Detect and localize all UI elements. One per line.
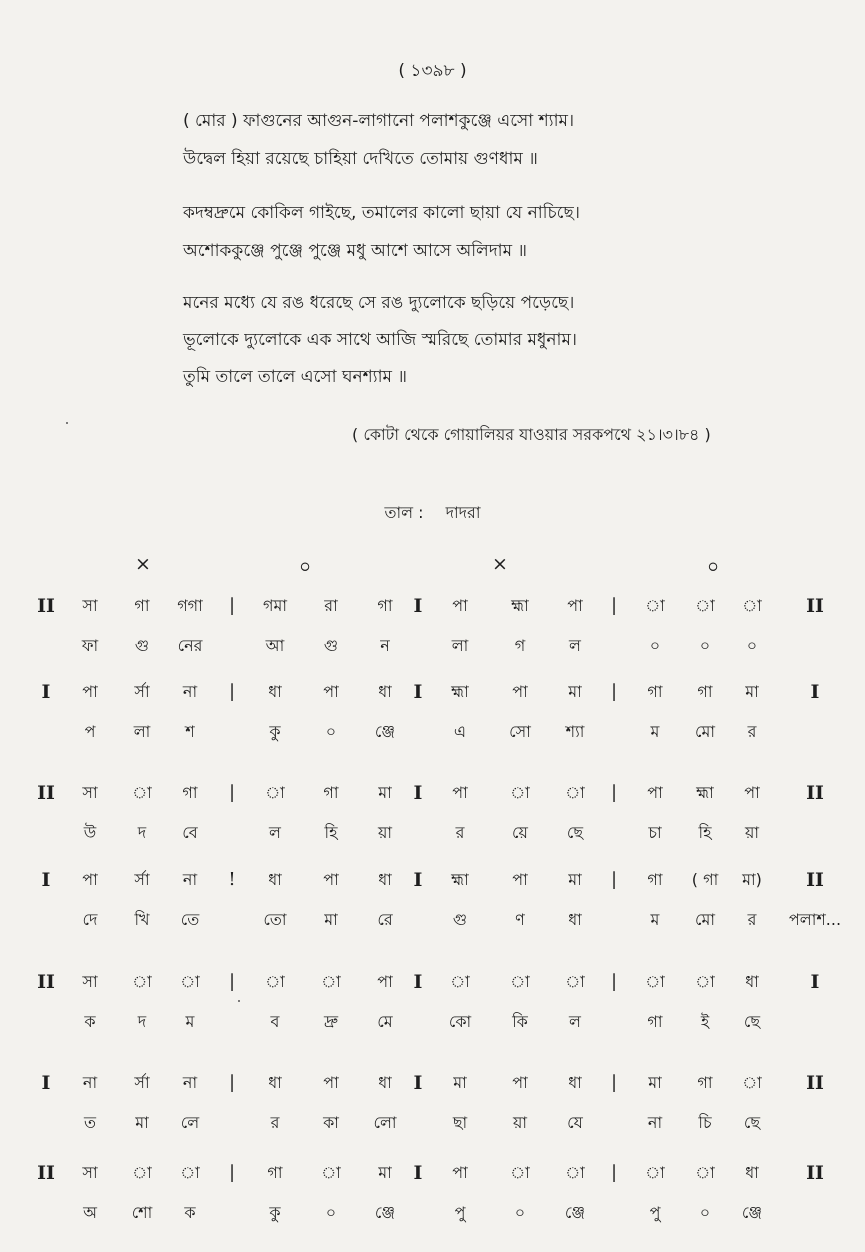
- lyric-syllable: কো: [448, 1012, 472, 1031]
- swara-note: া: [132, 1163, 152, 1182]
- lyric-syllable: র: [747, 910, 757, 929]
- lyric-syllable: ম: [650, 722, 660, 741]
- bar-line: |: [228, 681, 236, 702]
- swara-note: া: [510, 972, 530, 991]
- lyric-syllable: ০: [325, 722, 337, 741]
- lyric-syllable: ঞ্জে: [374, 1203, 396, 1222]
- lyric-syllable: অ: [83, 1203, 97, 1222]
- bar-line: I: [41, 681, 51, 703]
- lyric-syllable: ০: [325, 1203, 337, 1222]
- swara-note: ধা: [568, 1073, 582, 1092]
- lyric-line: মনের মধ্যে যে রঙ ধরেছে সে রঙ দ্যুলোকে ছড়িয়ে পড়েছে।: [183, 293, 575, 313]
- lyric-syllable-row: [0, 900, 865, 940]
- lyric-syllable: য়ে: [512, 823, 528, 842]
- bar-line: |: [228, 595, 236, 616]
- swara-note: না: [182, 682, 198, 701]
- lyric-syllable: ল: [569, 636, 581, 655]
- swara-note: া: [645, 596, 665, 615]
- swara-note: া: [742, 1073, 762, 1092]
- swara-note: া: [565, 1163, 585, 1182]
- lyric-syllable: ঞ্জে: [741, 1203, 763, 1222]
- lyric-syllable: এ: [453, 722, 467, 741]
- continuation-marker: পলাশ...: [788, 910, 842, 929]
- lyric-syllable: ল: [269, 823, 281, 842]
- bar-line: |: [610, 595, 618, 616]
- lyric-syllable: যে: [567, 1113, 583, 1132]
- bar-line: II: [806, 1162, 824, 1184]
- bar-line: II: [806, 782, 824, 804]
- swara-row: [0, 1153, 865, 1193]
- swara-note: মা): [742, 870, 762, 889]
- swara-note: পা: [82, 682, 98, 701]
- lyric-syllable: বে: [182, 823, 198, 842]
- bar-line: I: [413, 1162, 423, 1184]
- bar-line: |: [228, 1162, 236, 1183]
- swara-note: মা: [745, 682, 759, 701]
- lyric-syllable: গ: [514, 636, 526, 655]
- swara-note: া: [695, 596, 715, 615]
- source-note: ( কোটা থেকে গোয়ালিয়র যাওয়ার সরকপথে ২১।৩।৮৪ ): [352, 425, 711, 444]
- lyric-line: উদ্বেল হিয়া রয়েছে চাহিয়া দেখিতে তোমায় গুণধাম ॥: [183, 149, 538, 169]
- swara-note: া: [565, 783, 585, 802]
- lyric-syllable: মা: [324, 910, 338, 929]
- swara-note: গা: [697, 682, 713, 701]
- lyric-syllable: ছে: [743, 1012, 761, 1031]
- swara-row: [0, 773, 865, 813]
- swara-note: পা: [512, 682, 528, 701]
- lyric-syllable: ছা: [452, 1113, 468, 1132]
- lyric-line: ভূলোকে দ্যুলোকে এক সাথে আজি স্মরিছে তোমার মধুনাম।: [183, 330, 578, 350]
- bar-line: I: [413, 782, 423, 804]
- bar-line: I: [810, 971, 820, 993]
- beat-mark: ০: [298, 556, 312, 578]
- lyric-syllable: না: [647, 1113, 663, 1132]
- lyric-syllable: দ্রু: [323, 1012, 339, 1031]
- swara-note: র্সা: [134, 1073, 150, 1092]
- lyric-syllable-row: [0, 712, 865, 752]
- lyric-syllable: য়া: [512, 1113, 528, 1132]
- bar-line: II: [806, 869, 824, 891]
- swara-note: হ্মা: [696, 783, 714, 802]
- swara-note: পা: [452, 1163, 468, 1182]
- lyric-syllable: মো: [694, 722, 716, 741]
- swara-note: পা: [452, 596, 468, 615]
- lyric-syllable: লা: [133, 722, 151, 741]
- bar-line: !: [228, 869, 236, 890]
- lyric-syllable: শো: [131, 1203, 153, 1222]
- swara-note: গা: [647, 682, 663, 701]
- lyric-syllable: খি: [134, 910, 150, 929]
- lyric-syllable: তো: [263, 910, 287, 929]
- swara-note: া: [695, 972, 715, 991]
- lyric-syllable: র: [455, 823, 465, 842]
- swara-note: গা: [182, 783, 198, 802]
- swara-note: ধা: [268, 870, 282, 889]
- lyric-syllable: উ: [83, 823, 97, 842]
- lyric-syllable: প: [84, 722, 96, 741]
- lyric-syllable: শ: [185, 722, 195, 741]
- swara-note: ধা: [745, 1163, 759, 1182]
- lyric-syllable: ব: [270, 1012, 280, 1031]
- lyric-syllable: গা: [647, 1012, 663, 1031]
- lyric-syllable: ০: [699, 1203, 711, 1222]
- lyric-syllable: ০: [746, 636, 758, 655]
- lyric-syllable: ঞ্জে: [564, 1203, 586, 1222]
- swara-note: পা: [377, 972, 393, 991]
- lyric-syllable: ক: [184, 1203, 196, 1222]
- swara-note: রা: [324, 596, 338, 615]
- lyric-syllable: ই: [700, 1012, 710, 1031]
- bar-line: II: [37, 782, 55, 804]
- swara-note: ধা: [745, 972, 759, 991]
- lyric-syllable: গু: [323, 636, 339, 655]
- swara-note: না: [82, 1073, 98, 1092]
- bar-line: |: [228, 782, 236, 803]
- bar-line: |: [610, 971, 618, 992]
- swara-note: সা: [82, 1163, 98, 1182]
- bar-line: I: [413, 595, 423, 617]
- bar-line: II: [806, 1072, 824, 1094]
- bar-line: II: [37, 971, 55, 993]
- bar-line: I: [413, 869, 423, 891]
- swara-note: পা: [567, 596, 583, 615]
- lyric-syllable: সো: [509, 722, 531, 741]
- bar-line: II: [37, 1162, 55, 1184]
- taal-label: তাল :: [384, 503, 424, 522]
- swara-note: া: [265, 783, 285, 802]
- swara-note: পা: [647, 783, 663, 802]
- swara-note: া: [321, 972, 341, 991]
- lyric-syllable: ল: [569, 1012, 581, 1031]
- beat-mark: ×: [135, 553, 151, 575]
- swara-note: ( গা: [691, 870, 719, 889]
- lyric-syllable: লা: [451, 636, 469, 655]
- swara-note: মা: [378, 1163, 392, 1182]
- lyric-syllable: কি: [512, 1012, 528, 1031]
- swara-row: [0, 1063, 865, 1103]
- swara-note: মা: [453, 1073, 467, 1092]
- swara-note: পা: [452, 783, 468, 802]
- swara-note: া: [132, 783, 152, 802]
- swara-note: র্সা: [134, 682, 150, 701]
- taal-name: দাদরা: [445, 503, 481, 522]
- lyric-syllable: গু: [452, 910, 468, 929]
- lyric-syllable: ক: [84, 1012, 96, 1031]
- lyric-syllable-row: [0, 1103, 865, 1143]
- swara-note: া: [742, 596, 762, 615]
- swara-note: পা: [323, 1073, 339, 1092]
- swara-note: মা: [568, 870, 582, 889]
- bar-line: I: [413, 1072, 423, 1094]
- lyric-syllable-row: [0, 813, 865, 853]
- swara-note: হ্মা: [451, 870, 469, 889]
- swara-note: ধা: [268, 1073, 282, 1092]
- swara-note: না: [182, 870, 198, 889]
- swara-note: পা: [512, 1073, 528, 1092]
- lyric-syllable: রে: [377, 910, 393, 929]
- lyric-syllable: র: [747, 722, 757, 741]
- lyric-syllable: ম: [185, 1012, 195, 1031]
- lyric-syllable: দে: [82, 910, 98, 929]
- swara-note: মা: [568, 682, 582, 701]
- lyric-syllable: মা: [135, 1113, 149, 1132]
- lyric-syllable: ০: [699, 636, 711, 655]
- lyric-syllable: য়া: [744, 823, 760, 842]
- swara-note: া: [265, 972, 285, 991]
- bar-line: |: [228, 1072, 236, 1093]
- swara-note: া: [132, 972, 152, 991]
- lyric-syllable: ন: [380, 636, 390, 655]
- swara-note: গা: [697, 1073, 713, 1092]
- swara-note: র্সা: [134, 870, 150, 889]
- lyric-syllable-row: [0, 626, 865, 666]
- lyric-syllable: ম: [650, 910, 660, 929]
- lyric-syllable: ণ: [515, 910, 525, 929]
- lyric-syllable: দ: [137, 1012, 147, 1031]
- swara-note: গা: [323, 783, 339, 802]
- lyric-line: তুমি তালে তালে এসো ঘনশ্যাম ॥: [183, 367, 407, 387]
- lyric-syllable-row: [0, 1193, 865, 1233]
- lyric-syllable: গু: [134, 636, 150, 655]
- lyric-syllable: শ্যা: [565, 722, 585, 741]
- swara-row: [0, 672, 865, 712]
- lyric-syllable: লে: [180, 1113, 200, 1132]
- bar-line: |: [610, 1162, 618, 1183]
- swara-note: সা: [82, 972, 98, 991]
- beat-mark: ০: [706, 556, 720, 578]
- swara-note: গা: [377, 596, 393, 615]
- swara-note: ধা: [378, 870, 392, 889]
- lyric-syllable-row: [0, 1002, 865, 1042]
- lyric-syllable: তে: [180, 910, 200, 929]
- swara-note: গা: [267, 1163, 283, 1182]
- lyric-line: কদম্বদ্রুমে কোকিল গাইছে, তমালের কালো ছায়া যে নাচিছে।: [183, 203, 580, 223]
- beat-mark: ×: [492, 553, 508, 575]
- swara-note: া: [645, 972, 665, 991]
- scan-speck: [238, 1000, 240, 1002]
- bar-line: |: [228, 971, 236, 992]
- swara-note: সা: [82, 783, 98, 802]
- swara-note: গমা: [262, 596, 287, 615]
- swara-note: া: [565, 972, 585, 991]
- lyric-syllable: ০: [514, 1203, 526, 1222]
- swara-note: া: [510, 783, 530, 802]
- swara-note: ধা: [268, 682, 282, 701]
- swara-note: গা: [647, 870, 663, 889]
- swara-note: ধা: [378, 1073, 392, 1092]
- bar-line: |: [610, 1072, 618, 1093]
- lyric-syllable: হি: [698, 823, 712, 842]
- swara-note: পা: [512, 870, 528, 889]
- swara-row: [0, 586, 865, 626]
- swara-note: গগা: [177, 596, 203, 615]
- swara-note: ধা: [378, 682, 392, 701]
- bar-line: |: [610, 869, 618, 890]
- swara-note: পা: [82, 870, 98, 889]
- swara-note: া: [695, 1163, 715, 1182]
- bar-line: I: [413, 971, 423, 993]
- lyric-syllable: র: [270, 1113, 280, 1132]
- lyric-syllable: হি: [324, 823, 338, 842]
- lyric-syllable: চা: [648, 823, 662, 842]
- bar-line: I: [810, 681, 820, 703]
- swara-note: সা: [82, 596, 98, 615]
- bar-line: II: [806, 595, 824, 617]
- bar-line: II: [37, 595, 55, 617]
- swara-note: মা: [648, 1073, 662, 1092]
- bar-line: I: [41, 869, 51, 891]
- lyric-syllable: চি: [698, 1113, 712, 1132]
- swara-note: া: [180, 972, 200, 991]
- lyric-syllable: ছে: [566, 823, 584, 842]
- swara-note: না: [182, 1073, 198, 1092]
- swara-note: হ্মা: [451, 682, 469, 701]
- swara-note: গা: [134, 596, 150, 615]
- lyric-syllable: লো: [373, 1113, 397, 1132]
- swara-note: া: [180, 1163, 200, 1182]
- lyric-syllable: পু: [454, 1203, 466, 1222]
- swara-note: া: [645, 1163, 665, 1182]
- taal-heading: [0, 500, 865, 527]
- lyric-syllable: নের: [177, 636, 203, 655]
- lyric-syllable: দ: [137, 823, 147, 842]
- bar-line: I: [413, 681, 423, 703]
- lyric-syllable: ফা: [81, 636, 99, 655]
- bar-line: |: [610, 782, 618, 803]
- lyric-syllable: কা: [323, 1113, 339, 1132]
- swara-row: [0, 962, 865, 1002]
- lyric-syllable: মে: [377, 1012, 393, 1031]
- lyric-syllable: য়া: [377, 823, 393, 842]
- lyric-syllable: ঞ্জে: [374, 722, 396, 741]
- lyric-syllable: মো: [694, 910, 716, 929]
- swara-note: পা: [323, 682, 339, 701]
- swara-note: হ্মা: [511, 596, 529, 615]
- swara-note: া: [321, 1163, 341, 1182]
- scan-speck: [66, 422, 68, 424]
- swara-note: া: [450, 972, 470, 991]
- lyric-syllable: ০: [649, 636, 661, 655]
- lyric-syllable: ধা: [568, 910, 582, 929]
- lyric-line: ( মোর ) ফাগুনের আগুন-লাগানো পলাশকুঞ্জে এসো শ্যাম।: [183, 111, 575, 131]
- swara-note: পা: [744, 783, 760, 802]
- swara-row: [0, 860, 865, 900]
- lyric-syllable: ত: [83, 1113, 96, 1132]
- lyric-syllable: কু: [269, 722, 281, 741]
- swara-note: মা: [378, 783, 392, 802]
- lyric-syllable: পু: [649, 1203, 661, 1222]
- swara-note: া: [510, 1163, 530, 1182]
- lyric-line: অশোককুঞ্জে পুঞ্জে পুঞ্জে মধু আশে আসে অলিদাম ॥: [183, 241, 528, 261]
- swara-note: পা: [323, 870, 339, 889]
- bar-line: |: [610, 681, 618, 702]
- page-number: ( ১৩৯৮ ): [398, 61, 467, 81]
- lyric-syllable: ছে: [743, 1113, 761, 1132]
- lyric-syllable: আ: [265, 636, 285, 655]
- bar-line: I: [41, 1072, 51, 1094]
- lyric-syllable: কু: [269, 1203, 281, 1222]
